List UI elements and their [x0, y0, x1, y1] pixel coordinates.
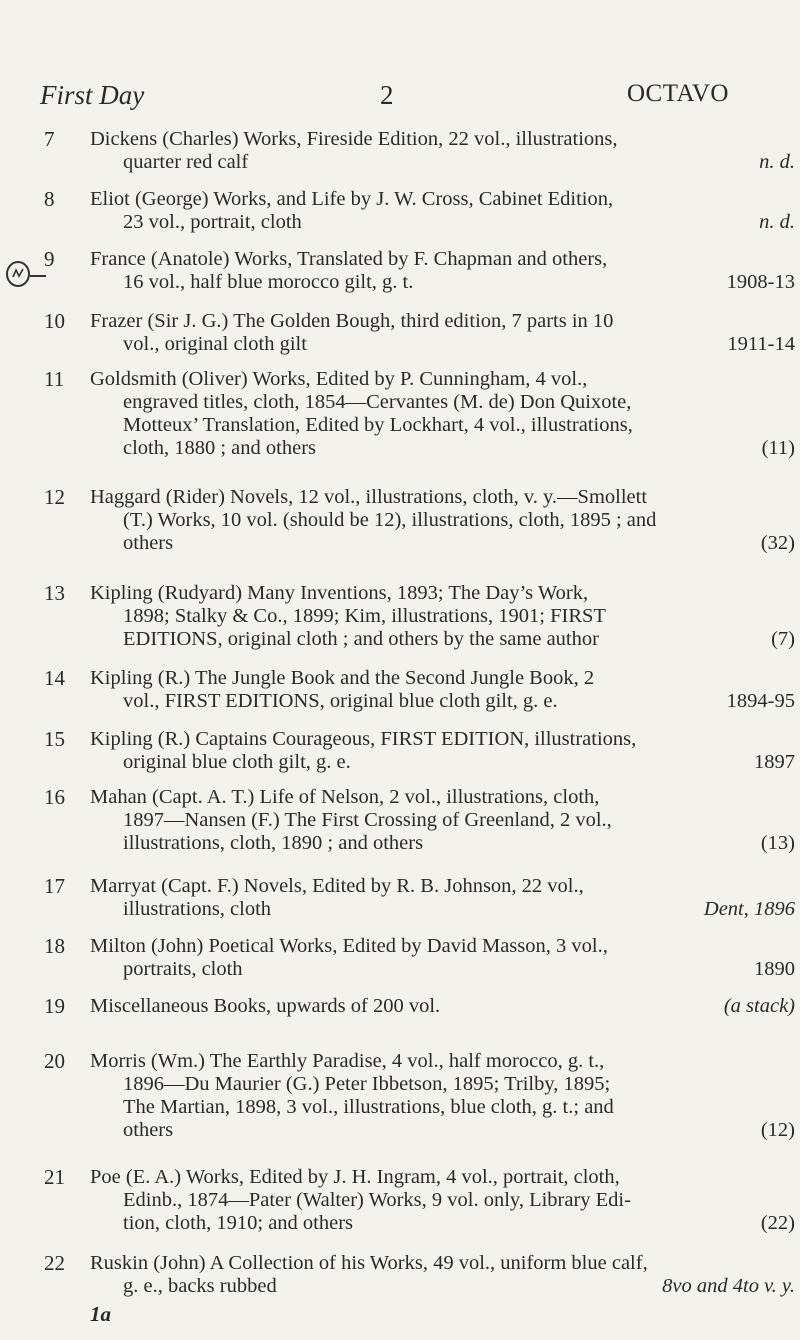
lot-line: [90, 437, 795, 460]
lot-number: 8: [44, 187, 55, 211]
lot-line-text: g. e., backs rubbed: [123, 1275, 277, 1297]
lot-line: [90, 310, 795, 333]
lot-line-text: Poe (E. A.) Works, Edited by J. H. Ingram, 4 vol., portrait, cloth,: [90, 1166, 620, 1188]
lot-line-date: (32): [760, 532, 795, 554]
lot-description: [90, 310, 795, 356]
lot-line: [90, 786, 795, 809]
lot-line: [90, 995, 795, 1018]
lot-description: [90, 1050, 795, 1142]
lot-line: [90, 1119, 795, 1142]
lot-description: [90, 1252, 795, 1298]
lot-line-text: Ruskin (John) A Collection of his Works, 49 vol., uniform blue calf,: [90, 1252, 648, 1274]
lot-line-text: Goldsmith (Oliver) Works, Edited by P. Cunningham, 4 vol.,: [90, 368, 588, 390]
lot-line: [90, 832, 795, 855]
lot-description: [90, 486, 795, 555]
lot-line-text: Kipling (R.) Captains Courageous, FIRST EDITION, illustrations,: [90, 728, 637, 750]
header-format: OCTAVO: [627, 80, 729, 107]
signature-mark: 1a: [90, 1302, 111, 1326]
lot-number: 18: [44, 934, 65, 958]
lot-line-date: (11): [761, 437, 795, 459]
lot-number: 10: [44, 309, 65, 333]
lot-line: [90, 391, 795, 414]
lot-line-text: quarter red calf: [123, 151, 249, 173]
lot-line-text: Eliot (George) Works, and Life by J. W. Cross, Cabinet Edition,: [90, 188, 614, 210]
lot-line: [90, 875, 795, 898]
lot-description: [90, 368, 795, 460]
lot-line: [90, 486, 795, 509]
lot-number: 9: [44, 247, 55, 271]
lot-description: [90, 995, 795, 1018]
lot-number: 15: [44, 727, 65, 751]
lot-line: [90, 128, 795, 151]
lot-line-date: 1897: [754, 751, 795, 773]
lot-line: [90, 1073, 795, 1096]
lot-line-date: Dent, 1896: [703, 898, 795, 920]
lot-line-date: n. d.: [759, 151, 795, 173]
lot-line-text: France (Anatole) Works, Translated by F. Chapman and others,: [90, 248, 608, 270]
lot-line-text: Haggard (Rider) Novels, 12 vol., illustrations, cloth, v. y.—Smollett: [90, 486, 648, 508]
lot-line-text: engraved titles, cloth, 1854—Cervantes (M. de) Don Quixote,: [123, 391, 632, 413]
lot-line-text: Edinb., 1874—Pater (Walter) Works, 9 vol. only, Library Edi-: [123, 1189, 631, 1211]
lot-line: [90, 211, 795, 234]
lot-number: 7: [44, 127, 55, 151]
lot-line-text: illustrations, cloth, 1890 ; and others: [123, 832, 424, 854]
lot-line-text: Kipling (R.) The Jungle Book and the Second Jungle Book, 2: [90, 667, 595, 689]
lot-line: [90, 1050, 795, 1073]
lot-line-text: others: [123, 1119, 174, 1141]
lot-line: [90, 188, 795, 211]
lot-line: [90, 1189, 795, 1212]
lot-line-text: EDITIONS, original cloth ; and others by the same author: [123, 628, 599, 650]
lot-line: [90, 509, 795, 532]
lot-line-date: 8vo and 4to v. y.: [662, 1275, 795, 1297]
lot-description: [90, 1166, 795, 1235]
lot-line-text: Motteux’ Translation, Edited by Lockhart, 4 vol., illustrations,: [123, 414, 633, 436]
lot-description: [90, 582, 795, 651]
lot-line-text: vol., original cloth gilt: [123, 333, 307, 355]
lot-description: [90, 667, 795, 713]
lot-line-text: portraits, cloth: [123, 958, 243, 980]
lot-description: [90, 875, 795, 921]
lot-line: [90, 605, 795, 628]
lot-line-text: tion, cloth, 1910; and others: [123, 1212, 354, 1234]
lot-line-text: Marryat (Capt. F.) Novels, Edited by R. B. Johnson, 22 vol.,: [90, 875, 584, 897]
lot-line: [90, 271, 795, 294]
lot-description: [90, 935, 795, 981]
lot-number: 19: [44, 994, 65, 1018]
lot-line: [90, 728, 795, 751]
lot-line-date: 1908-13: [726, 271, 795, 293]
lot-line-date: (12): [760, 1119, 795, 1141]
lot-description: [90, 128, 795, 174]
lot-line: [90, 1166, 795, 1189]
lot-description: [90, 248, 795, 294]
lot-line-text: Dickens (Charles) Works, Fireside Edition, 22 vol., illustrations,: [90, 128, 618, 150]
lot-line-date: (13): [760, 832, 795, 854]
lot-number: 11: [44, 367, 65, 391]
lot-line: [90, 935, 795, 958]
lot-line-text: 1897—Nansen (F.) The First Crossing of Greenland, 2 vol.,: [123, 809, 612, 831]
lot-line: [90, 898, 795, 921]
lot-line: [90, 333, 795, 356]
lot-line: [90, 1275, 795, 1298]
lot-line: [90, 368, 795, 391]
lot-line-date: (a stack): [723, 995, 795, 1017]
lot-description: [90, 188, 795, 234]
lot-line: [90, 582, 795, 605]
lot-number: 13: [44, 581, 65, 605]
lot-number: 14: [44, 666, 65, 690]
lot-number: 16: [44, 785, 65, 809]
lot-line-text: Miscellaneous Books, upwards of 200 vol.: [90, 995, 441, 1017]
lot-line-date: (7): [771, 628, 795, 650]
lot-line: [90, 414, 795, 437]
lot-number: 17: [44, 874, 65, 898]
page-header: [0, 0, 800, 110]
lot-line-text: Milton (John) Poetical Works, Edited by David Masson, 3 vol.,: [90, 935, 608, 957]
lot-line-text: vol., FIRST EDITIONS, original blue cloth gilt, g. e.: [123, 690, 558, 712]
lot-line: [90, 248, 795, 271]
lot-line: [90, 690, 795, 713]
lot-description: [90, 786, 795, 855]
lot-line: [90, 628, 795, 651]
lot-line-date: (22): [760, 1212, 795, 1234]
lot-line-date: 1890: [754, 958, 795, 980]
lot-line: [90, 532, 795, 555]
lot-number: 20: [44, 1049, 65, 1073]
lot-line-text: original blue cloth gilt, g. e.: [123, 751, 351, 773]
lot-line-text: illustrations, cloth: [123, 898, 272, 920]
lot-line-text: Frazer (Sir J. G.) The Golden Bough, third edition, 7 parts in 10: [90, 310, 614, 332]
lot-line-text: 23 vol., portrait, cloth: [123, 211, 302, 233]
lot-line: [90, 809, 795, 832]
lot-line-text: Morris (Wm.) The Earthly Paradise, 4 vol., half morocco, g. t.,: [90, 1050, 605, 1072]
lot-line: [90, 667, 795, 690]
lot-description: [90, 728, 795, 774]
lot-line-text: 1898; Stalky & Co., 1899; Kim, illustrations, 1901; FIRST: [123, 605, 606, 627]
lot-line: [90, 151, 795, 174]
header-sale-day: First Day: [40, 80, 145, 110]
lot-line: [90, 1212, 795, 1235]
lot-number: 22: [44, 1251, 65, 1275]
lot-line-date: 1911-14: [727, 333, 795, 355]
lot-line-text: Mahan (Capt. A. T.) Life of Nelson, 2 vol., illustrations, cloth,: [90, 786, 600, 808]
lot-number: 12: [44, 485, 65, 509]
lot-number: 21: [44, 1165, 65, 1189]
lot-line-text: 16 vol., half blue morocco gilt, g. t.: [123, 271, 414, 293]
lot-line: [90, 751, 795, 774]
lot-line-date: n. d.: [759, 211, 795, 233]
lot-line-text: The Martian, 1898, 3 vol., illustrations, blue cloth, g. t.; and: [123, 1096, 614, 1118]
lot-line-text: others: [123, 532, 174, 554]
header-page-number: 2: [380, 80, 394, 110]
lot-line-text: (T.) Works, 10 vol. (should be 12), illustrations, cloth, 1895 ; and: [123, 509, 657, 531]
lot-line-text: 1896—Du Maurier (G.) Peter Ibbetson, 1895; Trilby, 1895;: [123, 1073, 611, 1095]
lot-line-date: 1894-95: [726, 690, 795, 712]
lot-line: [90, 1096, 795, 1119]
lot-line: [90, 1252, 795, 1275]
lot-line-text: Kipling (Rudyard) Many Inventions, 1893; The Day’s Work,: [90, 582, 589, 604]
lot-line-text: cloth, 1880 ; and others: [123, 437, 317, 459]
lot-line: [90, 958, 795, 981]
